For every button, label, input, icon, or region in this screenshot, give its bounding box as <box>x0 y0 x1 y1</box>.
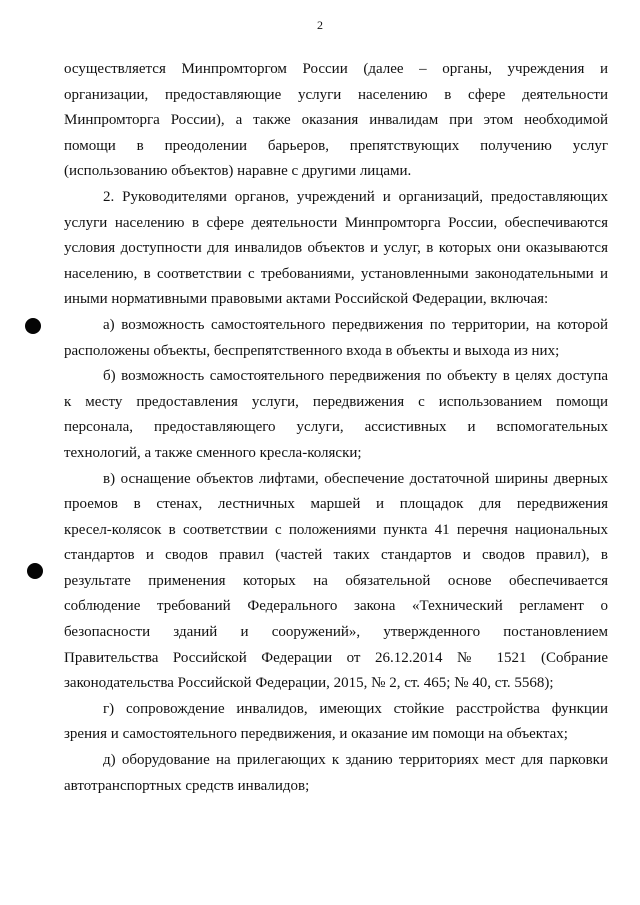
text-line: Правительства Российской Федерации от 26.12.2014 № 1521 (Собрание <box>64 649 608 666</box>
paragraph-subitem-b <box>64 364 608 466</box>
paragraph-subitem-g <box>64 697 608 748</box>
paragraph-continuation <box>64 57 608 185</box>
text-line: к месту предоставления услуги, передвижения с использованием помощи <box>64 393 608 410</box>
text-line: Минпромторга России), а также оказания инвалидам при этом необходимой <box>64 112 608 129</box>
text-line: кресел-колясок в соответствии с положениями пункта 41 перечня национальных <box>64 521 608 538</box>
text-line: в) оснащение объектов лифтами, обеспечение достаточной ширины дверных <box>103 470 608 487</box>
text-line: технологий, а также сменного кресла-коляски; <box>64 444 362 461</box>
text-line: помощи в преодолении барьеров, препятствующих получению услуг <box>64 137 608 154</box>
document-body <box>64 57 608 799</box>
text-line: условия доступности для инвалидов объектов и услуг, в которых они оказываются <box>64 240 608 257</box>
text-line: автотранспортных средств инвалидов; <box>64 777 310 794</box>
text-line: 2. Руководителями органов, учреждений и организаций, предоставляющих <box>103 188 608 205</box>
text-line: законодательства Российской Федерации, 2015, № 2, ст. 465; № 40, ст. 5568); <box>64 675 554 692</box>
text-line: результате применения которых на обязательной основе обеспечивается <box>64 572 608 589</box>
text-line: услуги населению в сфере деятельности Минпромторга России, обеспечиваются <box>64 214 608 231</box>
text-line: д) оборудование на прилегающих к зданию территориях мест для парковки <box>103 752 608 769</box>
text-line: иными нормативными правовыми актами Российской Федерации, включая: <box>64 291 549 308</box>
text-line: расположены объекты, беспрепятственного входа в объекты и выхода из них; <box>64 342 560 359</box>
paragraph-subitem-a <box>64 313 608 364</box>
text-line: б) возможность самостоятельного передвижения по объекту в целях доступа <box>103 368 608 385</box>
text-line: персонала, предоставляющего услуги, ассистивных и вспомогательных <box>64 419 608 436</box>
text-line: стандартов и сводов правил (частей таких стандартов и сводов правил), в <box>64 547 608 564</box>
paragraph-subitem-v <box>64 467 608 697</box>
paragraph-subitem-d <box>64 748 608 799</box>
punch-hole-mark <box>25 318 41 334</box>
text-line: населению, в соответствии с требованиями, установленными законодательными и <box>64 265 608 282</box>
text-line: г) сопровождение инвалидов, имеющих стойкие расстройства функции <box>103 700 608 717</box>
page-number: 2 <box>317 18 323 32</box>
text-line: соблюдение требований Федерального закона «Технический регламент о <box>64 598 608 615</box>
punch-hole-mark <box>27 563 43 579</box>
paragraph-item-2 <box>64 185 608 313</box>
text-line: а) возможность самостоятельного передвижения по территории, на которой <box>103 316 608 333</box>
text-line: проемов в стенах, лестничных маршей и площадок для передвижения <box>64 496 608 513</box>
text-line: зрения и самостоятельного передвижения, и оказание им помощи на объектах; <box>64 726 568 743</box>
text-line: безопасности зданий и сооружений», утвержденного постановлением <box>64 624 608 641</box>
text-line: организации, предоставляющие услуги населению в сфере деятельности <box>64 86 608 103</box>
text-line: (использованию объектов) наравне с другими лицами. <box>64 163 412 180</box>
text-line: осуществляется Минпромторгом России (далее – органы, учреждения и <box>64 61 608 77</box>
